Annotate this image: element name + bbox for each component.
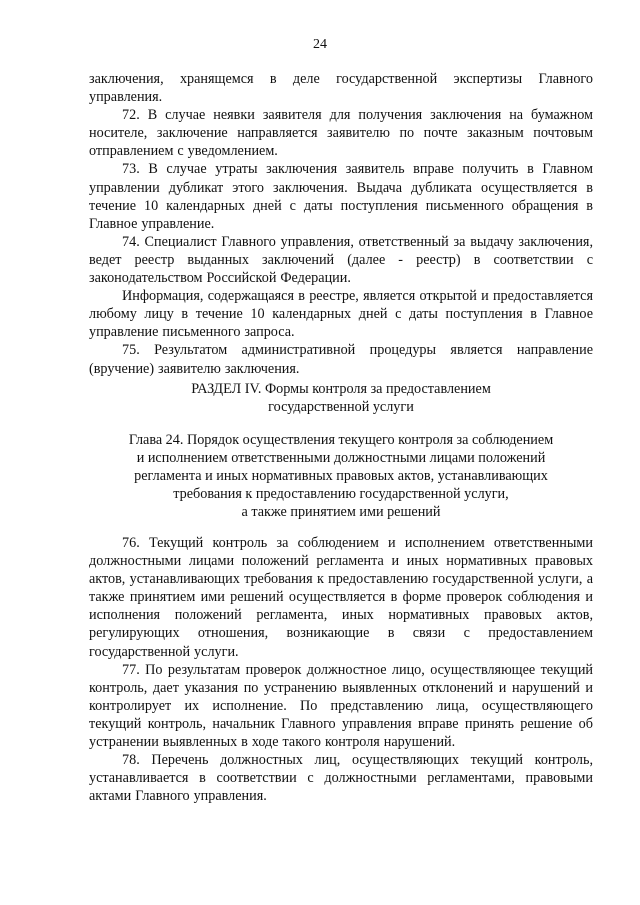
paragraph-continuation: заключения, хранящемся в деле государственной экспертизы Главного управления.	[89, 71, 593, 106]
chapter-heading-line: требования к предоставлению государственной услуги,	[173, 486, 509, 503]
page-number: 24	[313, 37, 327, 52]
chapter-heading-line: регламента и иных нормативных правовых актов, устанавливающих	[134, 468, 548, 485]
chapter-heading-line: и исполнением ответственными должностными лицами положений	[136, 450, 546, 467]
paragraph-72: 72. В случае неявки заявителя для получения заключения на бумажном носителе, заключение направляется заявителю по почте заказным почтовым отправлением с уведомлением.	[89, 107, 593, 160]
paragraph-76: 76. Текущий контроль за соблюдением и исполнением ответственными должностными лицами положений регламента и иных нормативных правовых актов, устанавливающих требования к предоставлению государственной услуги, а также принятием ими решений осуществляется в форме проверок соблюдения и исполнения положений регламента, иных нормативных правовых актов, регулирующих отношения, возникающие в связи с предоставлением государственной услуги.	[89, 535, 593, 660]
paragraph-78: 78. Перечень должностных лиц, осуществляющих текущий контроль, устанавливается в соответствии с должностными регламентами, правовыми актами Главного управления.	[89, 752, 593, 805]
paragraph-77: 77. По результатам проверок должностное лицо, осуществляющее текущий контроль, дает указания по устранению выявленных отклонений и нарушений и контролирует их исполнение. По представлению лица, осуществляющего текущий контроль, начальник Главного управления вправе принять решение об устранении выявленных в ходе такого контроля нарушений.	[89, 661, 593, 751]
section-heading-line: РАЗДЕЛ IV. Формы контроля за предоставлением	[191, 381, 491, 397]
bottom-text-block	[89, 534, 593, 805]
section-heading-line: государственной услуги	[268, 399, 414, 416]
chapter-heading	[89, 431, 593, 521]
paragraph-73: 73. В случае утраты заключения заявитель вправе получить в Главном управлении дубликат этого заключения. Выдача дубликата осуществляется в течение 10 календарных дней с даты поступления письменного обращения в Главное управление.	[89, 161, 593, 232]
paragraph-75: 75. Результатом административной процедуры является направление (вручение) заявителю заключения.	[89, 342, 593, 377]
section-heading	[89, 380, 593, 416]
top-text-block	[89, 70, 593, 378]
paragraph-74: 74. Специалист Главного управления, ответственный за выдачу заключения, ведет реестр выданных заключений (далее - реестр) в соответствии с законодательством Российской Федерации.	[89, 233, 593, 287]
chapter-heading-line: Глава 24. Порядок осуществления текущего контроля за соблюдением	[128, 432, 554, 448]
chapter-heading-line: а также принятием ими решений	[241, 504, 441, 521]
paragraph-74-information: Информация, содержащаяся в реестре, является открытой и предоставляется любому лицу в течение 10 календарных дней с даты поступления в Главное управление письменного запроса.	[89, 288, 593, 341]
